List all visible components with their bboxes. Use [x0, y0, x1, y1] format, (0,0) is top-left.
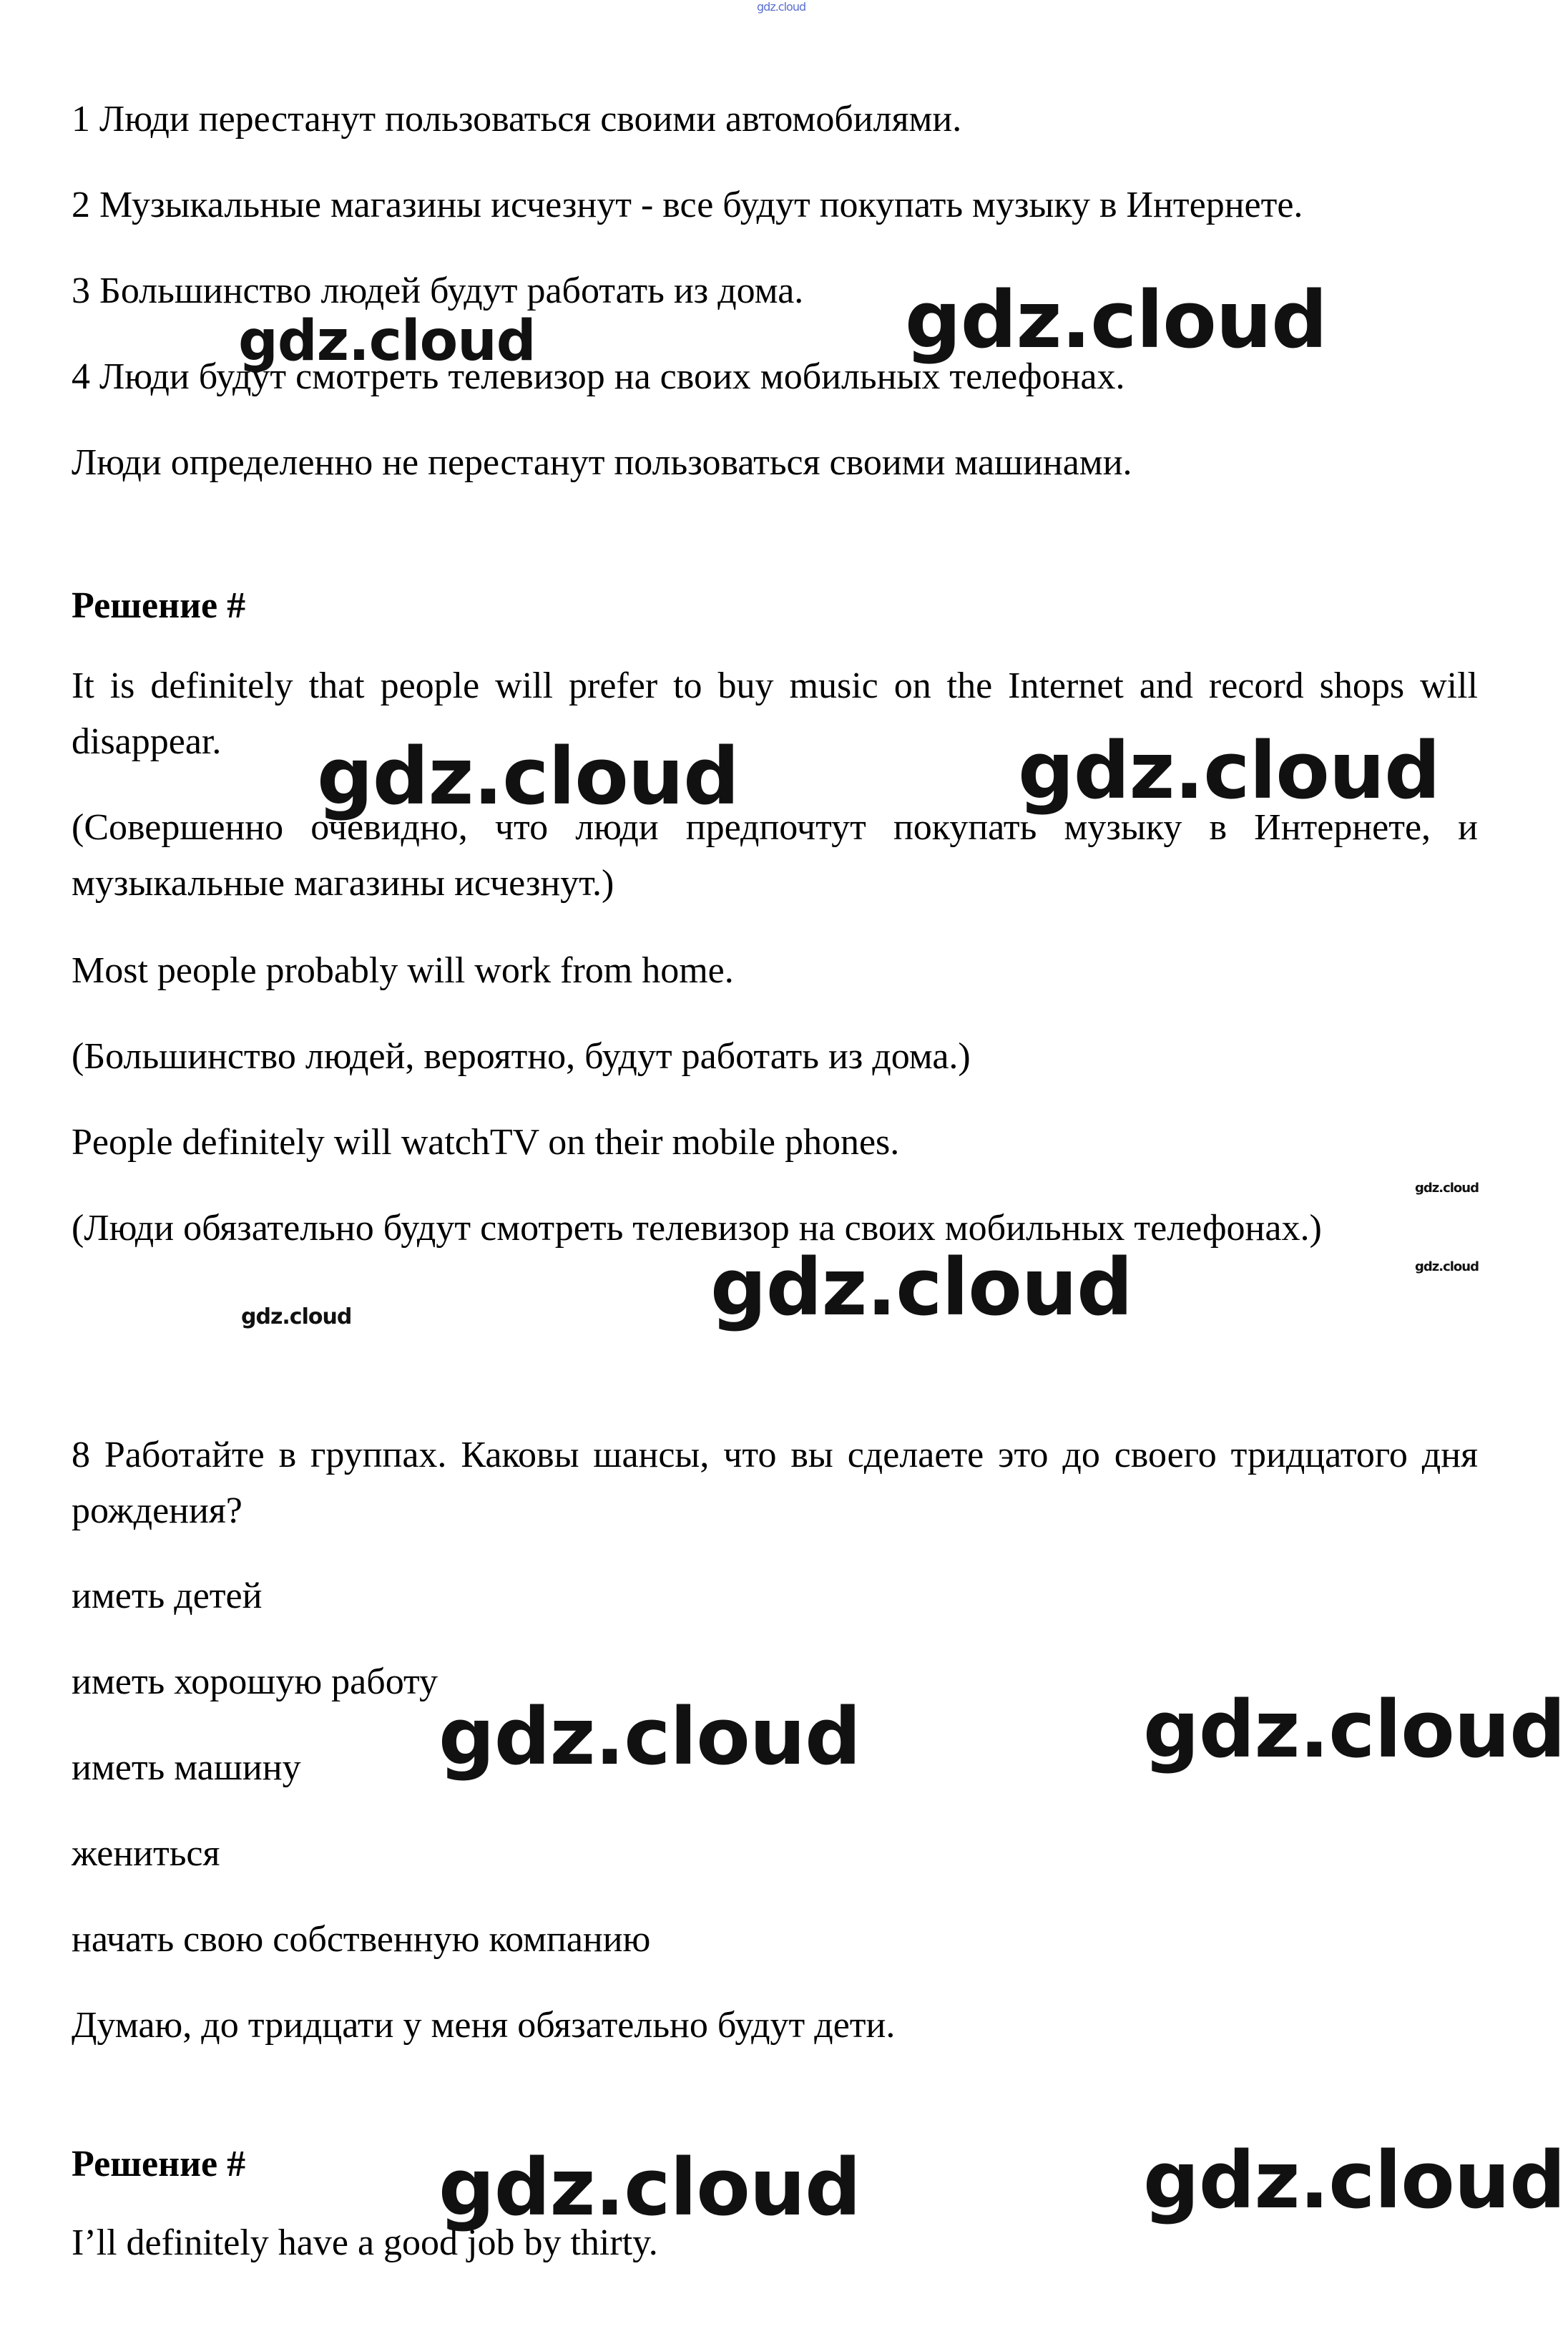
watermark: gdz.cloud — [238, 309, 536, 373]
task8-item-2: иметь хорошую работу — [72, 1661, 438, 1702]
solution-heading-2: Решение # — [72, 2144, 246, 2184]
watermark: gdz.cloud — [710, 1241, 1132, 1333]
watermark: gdz.cloud — [905, 274, 1327, 366]
example-sentence: Люди определенно не перестанут пользоваться своими машинами. — [72, 442, 1132, 483]
solution1-paragraph-2: (Совершенно очевидно, что люди предпочтут покупать музыку в Интернете, и музыкальные магазины исчезнут.) — [72, 807, 1478, 904]
task8-item-3: иметь машину — [72, 1747, 301, 1788]
watermark: gdz.cloud — [438, 2142, 861, 2233]
task8-item-1: иметь детей — [72, 1576, 263, 1616]
statement-2: 2 Музыкальные магазины исчезнут - все будут покупать музыку в Интернете. — [72, 185, 1303, 225]
watermark: gdz.cloud — [1143, 2134, 1565, 2226]
solution1-paragraph-6: (Люди обязательно будут смотреть телевизор на своих мобильных телефонах.) — [72, 1208, 1322, 1249]
watermark: gdz.cloud — [1415, 1259, 1479, 1274]
solution1-paragraph-4: (Большинство людей, вероятно, будут работать из дома.) — [72, 1036, 971, 1077]
watermark: gdz.cloud — [438, 1691, 861, 1782]
task8-item-4: жениться — [72, 1833, 220, 1874]
task8-intro: 8 Работайте в группах. Каковы шансы, что вы сделаете это до своего тридцатого дня рождения? — [72, 1435, 1478, 1531]
statement-4: 4 Люди будут смотреть телевизор на своих мобильных телефонах. — [72, 356, 1125, 397]
solution1-paragraph-5: People definitely will watchTV on their mobile phones. — [72, 1122, 900, 1163]
watermark: gdz.cloud — [317, 731, 739, 822]
statement-3: 3 Большинство людей будут работать из дома. — [72, 270, 804, 311]
solution-heading-1: Решение # — [72, 585, 246, 626]
watermark: gdz.cloud — [1018, 725, 1440, 816]
watermark: gdz.cloud — [1415, 1181, 1479, 1196]
task8-item-5: начать свою собственную компанию — [72, 1919, 651, 1960]
solution2-paragraph-1: I’ll definitely have a good job by thirty. — [72, 2222, 658, 2263]
watermark: gdz.cloud — [1143, 1684, 1565, 1775]
statement-1: 1 Люди перестанут пользоваться своими автомобилями. — [72, 99, 962, 140]
task8-example: Думаю, до тридцати у меня обязательно будут дети. — [72, 2005, 896, 2046]
solution1-paragraph-3: Most people probably will work from home. — [72, 950, 734, 991]
top-watermark: gdz.cloud — [757, 0, 806, 14]
watermark: gdz.cloud — [241, 1304, 352, 1329]
solution1-paragraph-1: It is definitely that people will prefer to buy music on the Internet and record shops will disappear. — [72, 665, 1478, 762]
